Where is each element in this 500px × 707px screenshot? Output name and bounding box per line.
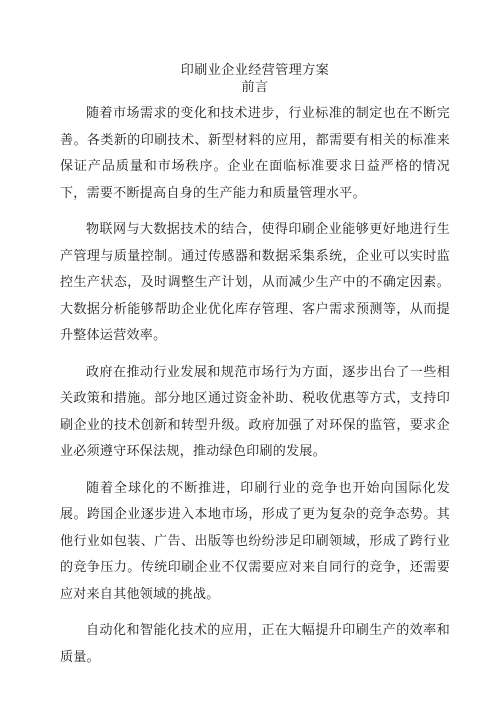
paragraph-3: 政府在推动行业发展和规范市场行为方面，逐步出台了一些相关政策和措施。部分地区通过资金补助、税收优惠等方式，支持印刷企业的技术创新和转型升级。政府加强了对环保的监管，要求企业必须遵守环保法规，推动绿色印刷的发展。 bbox=[60, 364, 450, 459]
section-heading: 前言 bbox=[241, 80, 269, 95]
paragraph-4: 随着全球化的不断推进，印刷行业的竞争也开始向国际化发展。跨国企业逐步进入本地市场，形成了更为复杂的竞争态势。其他行业如包装、广告、出版等也纷纷涉足印刷领域，形成了跨行业的竞争压力。传统印刷企业不仅需要应对来自同行的竞争，还需要应对来自其他领域的挑战。 bbox=[60, 480, 450, 602]
paragraph-1: 随着市场需求的变化和技术进步，行业标准的制定也在不断完善。各类新的印刷技术、新型材料的应用，都需要有相关的标准来保证产品质量和市场秩序。企业在面临标准要求日益严格的情况下，需要不断提高自身的生产能力和质量管理水平。 bbox=[60, 106, 450, 201]
document-title: 印刷业企业经营管理方案 bbox=[180, 63, 330, 78]
paragraph-5: 自动化和智能化技术的应用，正在大幅提升印刷生产的效率和质量。 bbox=[60, 623, 450, 665]
document-page bbox=[60, 62, 450, 681]
paragraph-2: 物联网与大数据技术的结合，使得印刷企业能够更好地进行生产管理与质量控制。通过传感器和数据采集系统，企业可以实时监控生产状态，及时调整生产计划，从而减少生产中的不确定因素。大数据分析能够帮助企业优化库存管理、客户需求预测等，从而提升整体运营效率。 bbox=[60, 222, 450, 343]
